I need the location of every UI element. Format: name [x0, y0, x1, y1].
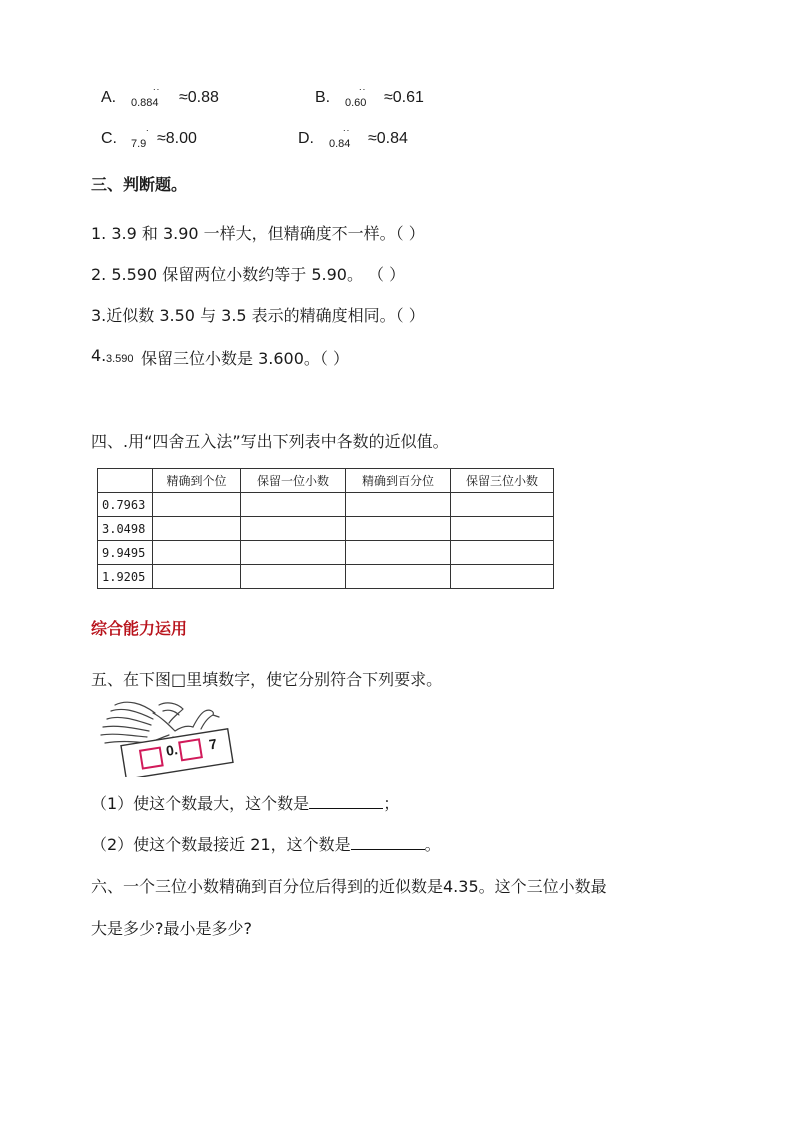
- answer-cell[interactable]: [451, 517, 554, 541]
- section5-title: 五、在下图□里填数字，使它分别符合下列要求。: [91, 670, 443, 689]
- judge-item-1: 1. 3.9 和 3.90 一样大，但精确度不一样。（ ）: [91, 224, 425, 243]
- answer-cell[interactable]: [451, 493, 554, 517]
- section4-title: 四、.用“四舍五入法”写出下列表中各数的近似值。: [91, 432, 449, 451]
- table-row-number: 1.9205: [98, 565, 153, 589]
- answer-cell[interactable]: [153, 517, 241, 541]
- table-row: [98, 541, 554, 565]
- section6-line2: 大是多少?最小是多少?: [91, 919, 252, 938]
- judge-item-4-decimal: 3.590: [106, 353, 134, 365]
- sign-digit: 7: [207, 735, 219, 753]
- table-header-cell: 精确到百分位: [346, 469, 451, 493]
- option-d-letter: D.: [298, 130, 314, 147]
- answer-cell[interactable]: [346, 565, 451, 589]
- table-header-row: [98, 469, 554, 493]
- table-row: [98, 517, 554, 541]
- answer-blank-2[interactable]: [351, 835, 425, 850]
- answer-cell[interactable]: [241, 565, 346, 589]
- answer-blank-1[interactable]: [309, 794, 383, 809]
- table-header-cell: 保留三位小数: [451, 469, 554, 493]
- option-c-letter: C.: [101, 130, 117, 147]
- answer-cell[interactable]: [346, 541, 451, 565]
- option-a-approx: ≈0.88: [179, 89, 219, 106]
- option-c-approx: ≈8.00: [157, 130, 197, 147]
- answer-cell[interactable]: [346, 517, 451, 541]
- table-header-corner: [98, 469, 153, 493]
- question-1: （1）使这个数最大，这个数是 ；: [91, 794, 400, 813]
- approximation-table: [97, 468, 554, 589]
- answer-cell[interactable]: [346, 493, 451, 517]
- table-row-number: 9.9495: [98, 541, 153, 565]
- table-row-number: 3.0498: [98, 517, 153, 541]
- table-row: [98, 565, 554, 589]
- repeating-dots: ˙˙: [359, 88, 367, 100]
- judge-item-3: 3.近似数 3.50 与 3.5 表示的精确度相同。（ ）: [91, 306, 425, 325]
- option-d-decimal: ˙˙ 0.84: [329, 129, 351, 150]
- table-row-number: 0.7963: [98, 493, 153, 517]
- option-a-decimal: ˙˙ 0.884: [131, 88, 161, 109]
- answer-cell[interactable]: [241, 493, 346, 517]
- answer-cell[interactable]: [153, 493, 241, 517]
- option-d-approx: ≈0.84: [368, 130, 408, 147]
- answer-cell[interactable]: [153, 541, 241, 565]
- section6-line1: 六、一个三位小数精确到百分位后得到的近似数是4.35。这个三位小数最: [91, 877, 607, 896]
- option-b-approx: ≈0.61: [384, 89, 424, 106]
- section3-title: 三、判断题。: [91, 175, 188, 194]
- judge-item-4-prefix: 4.: [91, 346, 107, 365]
- answer-cell[interactable]: [451, 541, 554, 565]
- judge-item-4: 保留三位小数是 3.600。（ ）: [141, 349, 349, 368]
- option-b-decimal: ˙˙ 0.60: [345, 88, 367, 109]
- section-heading-comprehensive: 综合能力运用: [91, 619, 188, 638]
- answer-cell[interactable]: [241, 517, 346, 541]
- repeating-dots: ˙˙: [343, 129, 351, 141]
- question-2: （2）使这个数最接近 21，这个数是 。: [91, 835, 441, 854]
- option-b-letter: B.: [315, 89, 331, 106]
- judge-item-2: 2. 5.590 保留两位小数约等于 5.90。 （ ）: [91, 265, 406, 284]
- option-c-decimal: ˙ 7.9: [131, 129, 150, 150]
- option-a-letter: A.: [101, 89, 117, 106]
- answer-cell[interactable]: [153, 565, 241, 589]
- answer-cell[interactable]: [451, 565, 554, 589]
- answer-cell[interactable]: [241, 541, 346, 565]
- repeating-dots: ˙˙: [153, 88, 161, 100]
- table-header-cell: 保留一位小数: [241, 469, 346, 493]
- sign-decimal-text: 0.: [164, 741, 179, 759]
- table-row: [98, 493, 554, 517]
- repeating-dots: ˙: [146, 129, 150, 141]
- table-header-cell: 精确到个位: [153, 469, 241, 493]
